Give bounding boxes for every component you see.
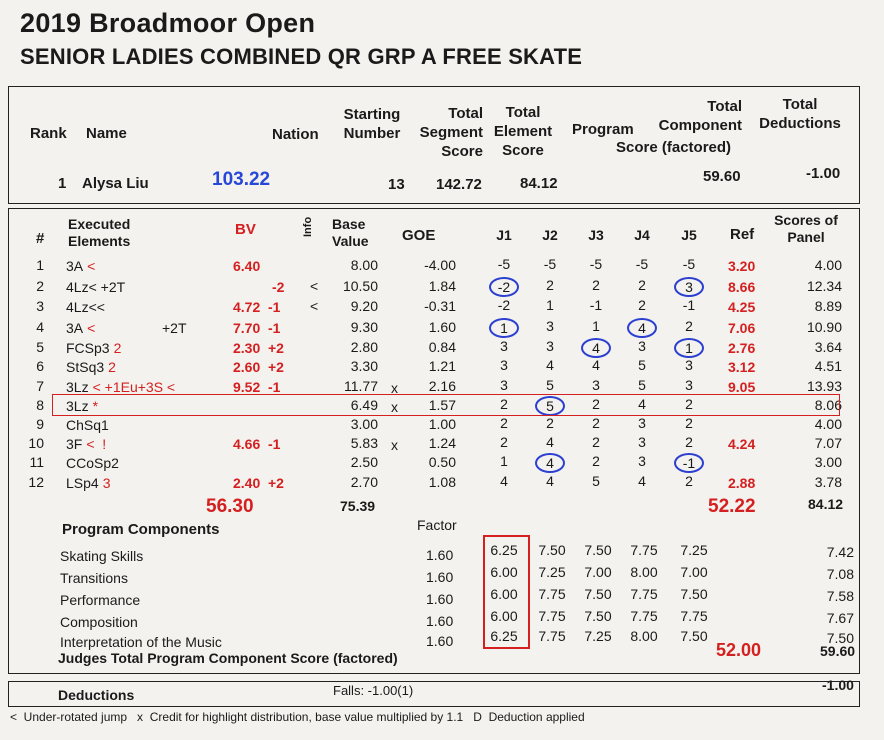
bv-annotation: 2.40 (233, 475, 261, 491)
judge-goe-1: 1 (489, 318, 519, 338)
element-number: 7 (36, 378, 44, 394)
header-goe: GOE (402, 227, 436, 244)
judge1-highlight-box (483, 535, 530, 649)
judge-goe-5: -5 (682, 256, 696, 272)
judge-goe-2: 4 (546, 473, 554, 489)
skater-tss: 142.72 (436, 176, 482, 193)
judge-goe-2: 3 (546, 318, 554, 334)
judge-goe-1: 3 (500, 357, 508, 373)
element-bonus-x: x (391, 437, 398, 453)
header-judge-2: J2 (542, 227, 558, 243)
component-factor: 1.60 (426, 633, 454, 649)
element-goe: -0.31 (424, 298, 456, 314)
element-code: LSp4 (66, 475, 99, 491)
judge-goe-4: 4 (638, 473, 646, 489)
judge-goe-2: 2 (546, 415, 554, 431)
judge-goe-3: 2 (592, 415, 600, 431)
judge-goe-2: -5 (543, 256, 557, 272)
header-starting-number: Starting Number (343, 106, 401, 142)
deductions-total: -1.00 (822, 677, 854, 693)
element-number: 10 (28, 435, 44, 451)
element-code: ChSq1 (66, 417, 109, 433)
element-name (66, 359, 116, 375)
judge-goe-1: 2 (500, 415, 508, 431)
judge-goe-4: -5 (635, 256, 649, 272)
component-judge-1: 6.00 (490, 608, 518, 624)
deductions-label: Deductions (58, 687, 135, 703)
element-base-value: 8.00 (350, 257, 378, 273)
header-name: Name (86, 125, 127, 142)
element-number: 4 (36, 319, 44, 335)
components-total: 59.60 (820, 643, 856, 659)
judge-goe-2: 5 (546, 377, 554, 393)
judge-goe-5: 3 (685, 377, 693, 393)
component-judge-4: 7.75 (630, 542, 658, 558)
bv-adjust-annotation: +2 (268, 340, 284, 356)
element-code: 4Lz< +2T (66, 279, 126, 295)
component-name: Transitions (60, 570, 128, 586)
element-number: 2 (36, 278, 44, 294)
element-goe: 1.08 (428, 474, 456, 490)
judge-goe-1: 2 (500, 396, 508, 412)
header-info: Info (302, 216, 314, 237)
judge-goe-2: 2 (546, 277, 554, 293)
judge-goe-1: -2 (497, 297, 511, 313)
element-number: 1 (36, 257, 44, 273)
header-judge-3: J3 (588, 227, 604, 243)
judge-goe-2: 5 (535, 396, 565, 416)
skater-name: Alysa Liu (82, 175, 149, 192)
bv-annotation-header: BV (235, 221, 256, 238)
component-judge-4: 8.00 (630, 564, 658, 580)
header-ref: Ref (730, 226, 755, 243)
element-base-value: 3.00 (350, 416, 378, 432)
skater-deductions: -1.00 (806, 165, 841, 182)
component-factor: 1.60 (426, 591, 454, 607)
element-mark-annotation: < ! (86, 436, 107, 452)
component-name: Skating Skills (60, 548, 144, 564)
component-score: 7.42 (826, 544, 854, 560)
judge-goe-4: 3 (638, 415, 646, 431)
element-base-value: 6.49 (350, 397, 378, 413)
component-name: Performance (60, 592, 141, 608)
element-name (66, 417, 113, 433)
component-judge-1: 6.25 (490, 628, 518, 644)
element-panel-score: 10.90 (806, 319, 842, 335)
judge-goe-3: -5 (589, 256, 603, 272)
element-name (66, 379, 175, 395)
component-judge-2: 7.75 (538, 608, 566, 624)
judge-goe-3: 2 (592, 396, 600, 412)
component-judge-5: 7.50 (680, 586, 708, 602)
judge-goe-1: 1 (500, 453, 508, 469)
header-pcs-factored: Score (factored) (616, 139, 732, 156)
component-judge-5: 7.75 (680, 608, 708, 624)
judge-goe-4: 3 (638, 338, 646, 354)
component-judge-4: 7.75 (630, 586, 658, 602)
element-code: 3A (66, 258, 84, 274)
element-base-value: 5.83 (350, 435, 378, 451)
judge-goe-2: 1 (546, 297, 554, 313)
bv-total-annotation: 56.30 (206, 496, 254, 517)
component-name: Interpretation of the Music (60, 634, 222, 650)
element-extra: +2T (162, 320, 187, 336)
deductions-box (8, 681, 860, 707)
component-judge-5: 7.50 (680, 628, 708, 644)
element-bonus-x: x (391, 380, 398, 396)
ref-annotation: 7.06 (728, 320, 756, 336)
element-code: FCSp3 (66, 340, 110, 356)
element-base-value: 9.20 (350, 298, 378, 314)
components-annotation: 52.00 (716, 640, 762, 660)
bv-annotation: 9.52 (233, 379, 261, 395)
component-judge-2: 7.75 (538, 586, 566, 602)
judge-goe-5: 3 (685, 357, 693, 373)
judge-goe-5: 2 (685, 415, 693, 431)
element-base-value: 3.30 (350, 358, 378, 374)
judge-goe-2: 4 (546, 434, 554, 450)
component-judge-2: 7.25 (538, 564, 566, 580)
bv-annotation: 2.30 (233, 340, 261, 356)
element-panel-score: 3.78 (814, 474, 842, 490)
element-name (66, 279, 129, 295)
element-goe: 0.50 (428, 454, 456, 470)
judge-goe-5: 2 (685, 396, 693, 412)
component-judge-3: 7.50 (584, 542, 612, 558)
element-base-value: 2.70 (350, 474, 378, 490)
element-mark-annotation: 2 (113, 340, 122, 356)
header-judge-4: J4 (634, 227, 650, 243)
ref-annotation: 4.25 (728, 299, 756, 315)
bv-annotation: 6.40 (233, 258, 261, 274)
element-number: 12 (28, 474, 44, 490)
component-judge-3: 7.25 (584, 628, 612, 644)
judge-goe-3: 2 (592, 434, 600, 450)
element-number: 5 (36, 339, 44, 355)
judge-goe-1: -5 (497, 256, 511, 272)
element-base-value: 11.77 (344, 378, 378, 394)
bv-annotation: 4.66 (233, 436, 261, 452)
element-base-value: 9.30 (350, 319, 378, 335)
component-factor: 1.60 (426, 547, 454, 563)
element-panel-score: 4.51 (814, 358, 842, 374)
component-judge-5: 7.25 (680, 542, 708, 558)
header-rank: Rank (30, 125, 67, 142)
element-name (66, 258, 95, 274)
element-panel-score: 8.89 (814, 298, 842, 314)
element-mark-annotation: < +1Eu+3S < (92, 379, 176, 395)
ref-annotation: 3.20 (728, 258, 756, 274)
segment-title: SENIOR LADIES COMBINED QR GRP A FREE SKATE (20, 44, 583, 69)
bv-annotation: 2.60 (233, 359, 261, 375)
element-panel-score: 12.34 (806, 278, 842, 294)
component-factor: 1.60 (426, 613, 454, 629)
judge-goe-3: 5 (592, 473, 600, 489)
element-code: 3F (66, 436, 83, 452)
element-code: 3Lz (66, 379, 89, 395)
ref-annotation: 2.76 (728, 340, 756, 356)
component-judge-2: 7.75 (538, 628, 566, 644)
element-name (66, 455, 123, 471)
judge-goe-4: 5 (638, 377, 646, 393)
ref-annotation: 9.05 (728, 379, 756, 395)
base-value-total: 75.39 (340, 498, 376, 514)
bv-annotation: 4.72 (233, 299, 261, 315)
element-base-value: 2.80 (350, 339, 378, 355)
components-heading: Program Components (62, 521, 220, 538)
element-panel-score: 13.93 (806, 378, 842, 394)
legend-footnote: < Under-rotated jump x Credit for highlight distribution, base value multiplied by 1.1 D Deduction applied (10, 710, 585, 724)
bv-adjust-annotation: +2 (268, 359, 284, 375)
element-number: 6 (36, 358, 44, 374)
element-info: < (310, 278, 319, 294)
judge-goe-5: 2 (685, 473, 693, 489)
judge-goe-3: 4 (592, 357, 600, 373)
panel-total: 84.12 (808, 496, 844, 512)
components-total-label: Judges Total Program Component Score (factored) (58, 650, 398, 666)
header-judge-5: J5 (681, 227, 697, 243)
component-name: Composition (60, 614, 138, 630)
handwritten-score-annotation: 103.22 (212, 169, 271, 190)
component-judge-2: 7.50 (538, 542, 566, 558)
component-score: 7.58 (826, 588, 854, 604)
bv-adjust-annotation: -1 (268, 436, 281, 452)
ref-annotation: 8.66 (728, 279, 756, 295)
falls-value: Falls: -1.00(1) (333, 683, 414, 698)
component-judge-1: 6.00 (490, 586, 518, 602)
ref-annotation: 3.12 (728, 359, 756, 375)
judge-goe-5: -1 (674, 453, 704, 473)
header-tcs: Total Component (658, 98, 742, 134)
bv-annotation: 7.70 (233, 320, 261, 336)
element-code: 3A (66, 320, 84, 336)
element-name (66, 320, 95, 336)
bv-adjust-annotation: +2 (268, 475, 284, 491)
element-goe: 1.60 (428, 319, 456, 335)
header-element-number: # (36, 230, 45, 247)
element-panel-score: 4.00 (814, 257, 842, 273)
judge-goe-4: 5 (638, 357, 646, 373)
element-goe: 1.21 (428, 358, 456, 374)
element-goe: 1.00 (428, 416, 456, 432)
element-mark-annotation: 2 (108, 359, 116, 375)
header-judge-1: J1 (496, 227, 512, 243)
judge-goe-5: 1 (674, 338, 704, 358)
element-code: StSq3 (66, 359, 105, 375)
component-judge-1: 6.00 (490, 564, 518, 580)
judge-goe-1: 3 (500, 377, 508, 393)
element-number: 11 (29, 454, 44, 470)
element-goe: 1.24 (428, 435, 456, 451)
component-judge-5: 7.00 (680, 564, 708, 580)
element-base-value: 10.50 (342, 278, 378, 294)
element-number: 8 (36, 397, 44, 413)
judge-goe-2: 4 (546, 357, 554, 373)
ref-annotation: 2.88 (728, 475, 756, 491)
element-goe: -4.00 (424, 257, 456, 273)
element-name (66, 299, 109, 315)
element-goe: 2.16 (428, 378, 456, 394)
skater-starting-number: 13 (388, 176, 405, 193)
element-panel-score: 8.06 (814, 397, 842, 413)
judge-goe-2: 3 (546, 338, 554, 354)
judge-goe-4: 2 (638, 277, 646, 293)
judge-goe-1: 3 (500, 338, 508, 354)
header-tes: Total Element Score (493, 104, 553, 159)
judge-goe-5: 2 (685, 318, 693, 334)
header-deductions: Total Deductions (759, 96, 841, 132)
judge-goe-4: 3 (638, 453, 646, 469)
judge-goe-3: 2 (592, 277, 600, 293)
bv-adjust-annotation: -2 (272, 279, 285, 295)
header-base-value: Base Value (332, 216, 369, 249)
event-title: 2019 Broadmoor Open (20, 8, 316, 38)
judge-goe-3: 1 (592, 318, 600, 334)
ref-total-annotation: 52.22 (708, 496, 756, 517)
element-info: < (310, 298, 319, 314)
judge-goe-5: -1 (682, 297, 696, 313)
skater-pcs: 59.60 (703, 168, 741, 185)
judge-goe-4: 4 (638, 396, 646, 412)
element-mark-annotation: < (87, 320, 96, 336)
element-number: 3 (36, 298, 44, 314)
row-highlight-box (52, 394, 840, 416)
judge-goe-1: -2 (489, 277, 519, 297)
component-score: 7.50 (826, 630, 854, 646)
header-executed-elements: Executed Elements (68, 216, 131, 249)
element-panel-score: 3.64 (814, 339, 842, 355)
element-code: 4Lz<< (66, 299, 105, 315)
element-goe: 0.84 (428, 339, 456, 355)
element-mark-annotation: < (87, 258, 96, 274)
element-base-value: 2.50 (350, 454, 378, 470)
element-mark-annotation: 3 (102, 475, 111, 491)
header-pcs-program: Program (572, 121, 634, 138)
component-judge-1: 6.25 (490, 542, 518, 558)
component-score: 7.08 (826, 566, 854, 582)
judge-goe-5: 2 (685, 434, 693, 450)
header-scores-of-panel: Scores of Panel (774, 212, 838, 245)
element-name (66, 436, 106, 452)
element-mark-annotation: * (92, 398, 99, 414)
judge-goe-4: 3 (638, 434, 646, 450)
skater-rank: 1 (58, 175, 67, 192)
judge-goe-3: 2 (592, 453, 600, 469)
element-panel-score: 7.07 (814, 435, 842, 451)
component-judge-3: 7.50 (584, 608, 612, 624)
judge-goe-3: -1 (589, 297, 603, 313)
bv-adjust-annotation: -1 (268, 299, 281, 315)
element-code: CCoSp2 (66, 455, 119, 471)
ref-annotation: 4.24 (728, 436, 756, 452)
component-judge-4: 8.00 (630, 628, 658, 644)
header-nation: Nation (272, 126, 319, 143)
judge-goe-5: 3 (674, 277, 704, 297)
judge-goe-4: 2 (638, 297, 646, 313)
skater-tes: 84.12 (520, 175, 558, 192)
element-goe: 1.57 (428, 397, 456, 413)
judge-goe-3: 4 (581, 338, 611, 358)
element-bonus-x: x (391, 399, 398, 415)
bv-adjust-annotation: -1 (268, 379, 281, 395)
element-code: 3Lz (66, 398, 89, 414)
component-factor: 1.60 (426, 569, 454, 585)
element-panel-score: 4.00 (814, 416, 842, 432)
element-name (66, 475, 111, 491)
header-tss: Total Segment Score (419, 105, 483, 160)
component-judge-3: 7.50 (584, 586, 612, 602)
element-name (66, 340, 121, 356)
judge-goe-3: 3 (592, 377, 600, 393)
judge-goe-1: 4 (500, 473, 508, 489)
component-score: 7.67 (826, 610, 854, 626)
bv-adjust-annotation: -1 (268, 320, 281, 336)
factor-header: Factor (417, 517, 457, 533)
judge-goe-2: 4 (535, 453, 565, 473)
element-panel-score: 3.00 (814, 454, 842, 470)
judge-goe-4: 4 (627, 318, 657, 338)
element-goe: 1.84 (428, 278, 456, 294)
judge-goe-1: 2 (500, 434, 508, 450)
element-number: 9 (36, 416, 44, 432)
component-judge-4: 7.75 (630, 608, 658, 624)
component-judge-3: 7.00 (584, 564, 612, 580)
